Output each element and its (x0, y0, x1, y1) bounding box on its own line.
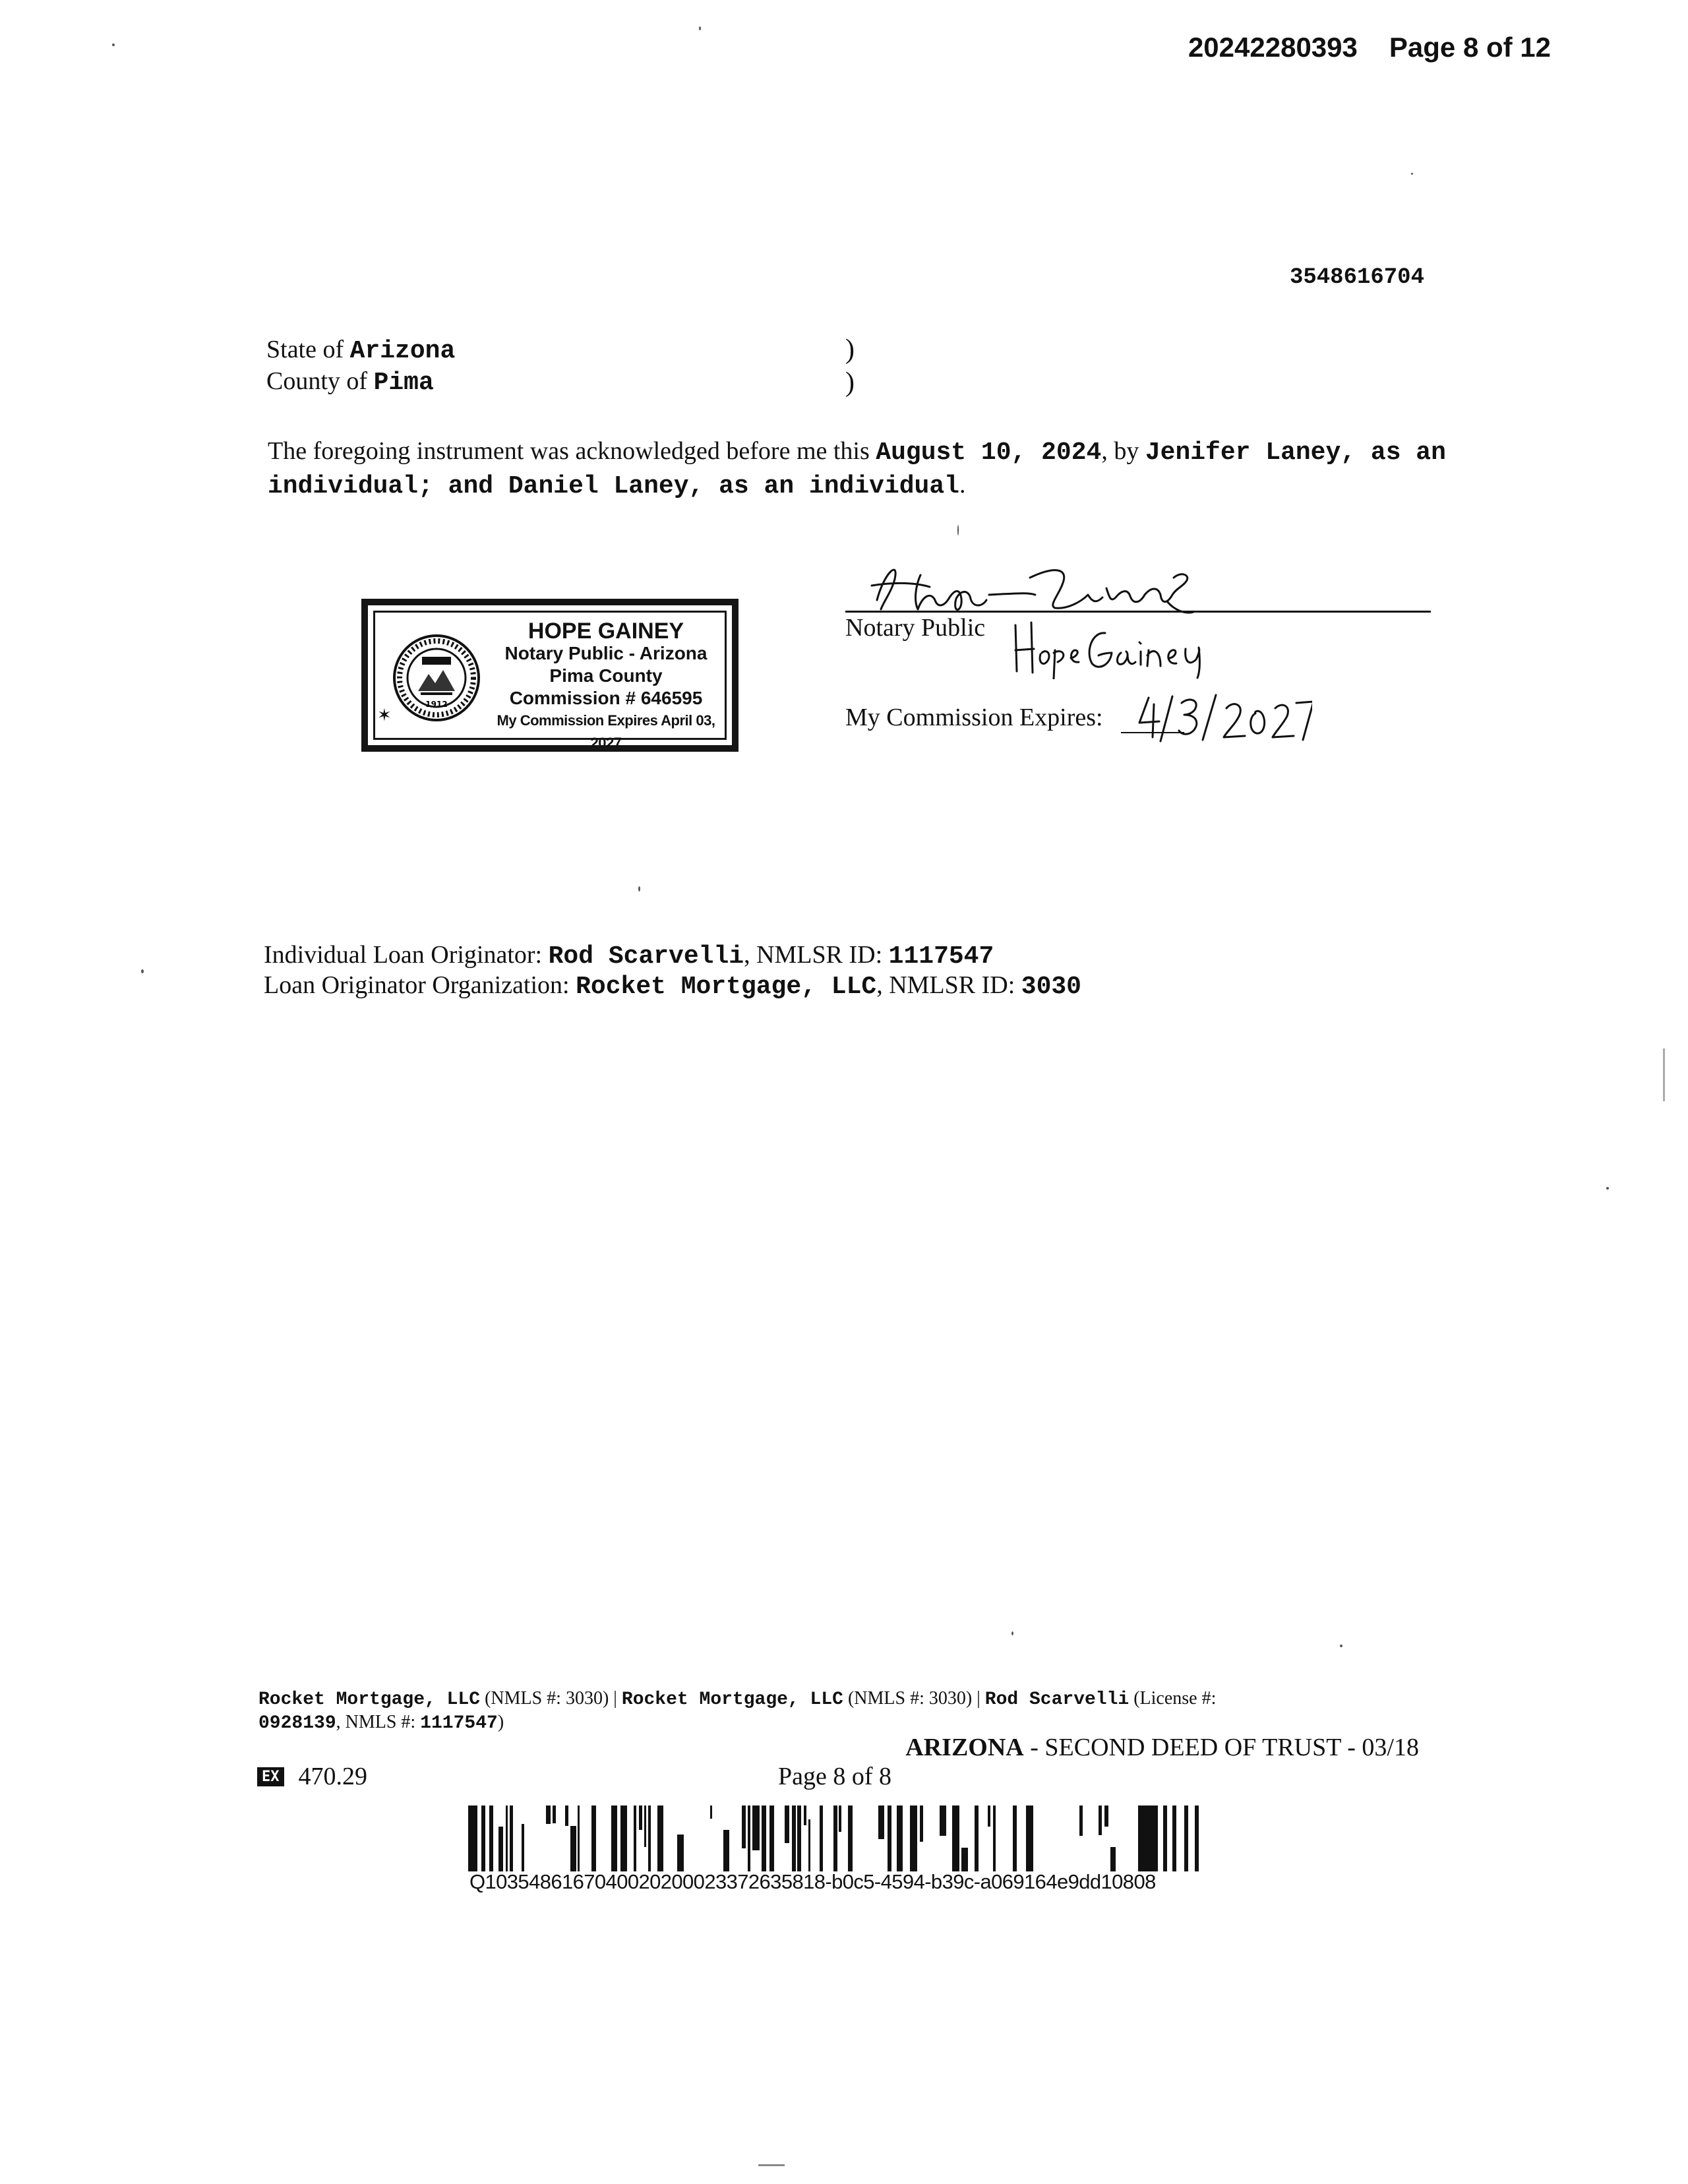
footer-nmls-2: (NMLS #: 3030) | (843, 1688, 985, 1709)
commission-date-handwritten (1134, 691, 1312, 744)
barcode-bar (742, 1805, 746, 1848)
barcode-bar (1026, 1805, 1033, 1871)
barcode-bar (677, 1835, 684, 1871)
barcode-bar (988, 1805, 990, 1827)
barcode-bar (639, 1805, 642, 1830)
barcode-bar (481, 1805, 485, 1871)
barcode-bar (710, 1805, 712, 1819)
barcode-bar (723, 1830, 729, 1871)
barcode-bar (797, 1805, 801, 1871)
scan-speck (957, 525, 959, 535)
footer-originator-line-1 (258, 1688, 1216, 1710)
barcode-bar (878, 1805, 884, 1839)
footer-originator: Rod Scarvelli (984, 1689, 1130, 1710)
loan-number: 3548616704 (1289, 265, 1424, 290)
barcode-bar (848, 1805, 853, 1871)
acknowledgment-end: . (959, 471, 966, 499)
ex-number: 470.29 (298, 1763, 367, 1790)
seal-year: 1912 (425, 700, 448, 709)
scan-speck (638, 886, 640, 892)
barcode-bar (489, 1805, 493, 1871)
individual-nmls-label: , NMLSR ID: (744, 941, 889, 969)
barcode-bar (1079, 1805, 1083, 1836)
star-icon: ✶ (377, 706, 392, 725)
venue-county-prefix: County of (266, 367, 374, 395)
deed-title (905, 1733, 1419, 1762)
individual-nmls-id: 1117547 (888, 942, 994, 971)
scan-speck (699, 26, 701, 30)
footer-nmls-label: , NMLS #: (336, 1712, 421, 1732)
document-barcode (468, 1805, 1204, 1871)
individual-originator-line (264, 940, 994, 971)
commission-expires-label: My Commission Expires: (845, 704, 1103, 731)
org-nmls-id: 3030 (1021, 973, 1081, 1001)
barcode-bar (1195, 1805, 1199, 1871)
acknowledgment-by: , by (1101, 437, 1145, 465)
barcode-bar (1172, 1805, 1176, 1871)
stamp-county: Pima County (549, 665, 663, 686)
barcode-bar (993, 1805, 996, 1871)
barcode-bar (506, 1805, 508, 1871)
notary-printed-name (1008, 613, 1219, 679)
barcode-bar (657, 1805, 663, 1871)
scan-speck (1011, 1631, 1013, 1635)
barcode-bar (634, 1805, 636, 1871)
barcode-bar (762, 1805, 766, 1871)
individual-originator-label: Individual Loan Originator: (264, 941, 549, 969)
footer-company-2: Rocket Mortgage, LLC (621, 1689, 843, 1710)
barcode-bar (565, 1805, 568, 1826)
footer-company-1: Rocket Mortgage, LLC (258, 1689, 481, 1710)
barcode-bar (839, 1805, 841, 1832)
barcode-bar (468, 1805, 477, 1871)
footer-nmls-number: 1117547 (420, 1713, 498, 1734)
barcode-bar (611, 1805, 617, 1871)
stamp-notary-name: HOPE GAINEY (528, 619, 684, 644)
acknowledgment-date: August 10, 2024 (876, 439, 1102, 467)
venue-paren-2: ) (845, 367, 855, 398)
barcode-bar (1184, 1805, 1188, 1871)
barcode-bar (910, 1805, 917, 1871)
originator-organization-line (264, 971, 1081, 1001)
stamp-commission-number: Commission # 646595 (509, 688, 703, 708)
footer-nmls-1: (NMLS #: 3030) | (480, 1688, 622, 1709)
deed-title-text: - SECOND DEED OF TRUST - 03/18 (1023, 1734, 1419, 1761)
venue-state: Arizona (349, 337, 456, 365)
barcode-bar (591, 1805, 596, 1871)
barcode-bar (920, 1805, 923, 1842)
recording-page-indicator: Page 8 of 12 (1389, 32, 1551, 63)
barcode-bar (553, 1805, 556, 1823)
barcode-bar (578, 1805, 580, 1871)
recording-number: 20242280393 (1188, 32, 1358, 63)
ex-icon: EX (257, 1767, 284, 1786)
state-seal-icon (392, 633, 481, 723)
footer-close: ) (497, 1712, 504, 1732)
footer-originator-line-2 (258, 1712, 504, 1734)
barcode-bar (570, 1826, 576, 1871)
scan-speck (112, 44, 115, 46)
barcode-bar (620, 1805, 627, 1871)
venue-county-line (266, 367, 434, 397)
barcode-bar (1138, 1805, 1158, 1871)
scan-edge-mark (1663, 1048, 1665, 1101)
ex-row (257, 1762, 367, 1791)
barcode-bar (522, 1824, 524, 1871)
barcode-bar (940, 1805, 946, 1836)
deed-state: ARIZONA (905, 1734, 1024, 1761)
barcode-bar (1013, 1805, 1017, 1871)
barcode-bar (785, 1805, 789, 1843)
scan-speck (1340, 1645, 1342, 1647)
stamp-expiration: My Commission Expires April 03, 2027 (497, 712, 715, 751)
barcode-bar (1110, 1847, 1116, 1871)
barcode-bar (792, 1805, 796, 1871)
recording-header (1188, 32, 1551, 63)
barcode-bar (510, 1805, 513, 1871)
barcode-bar (1104, 1805, 1108, 1827)
barcode-bar (752, 1805, 760, 1850)
footer-license-number: 0928139 (258, 1713, 336, 1734)
venue-county: Pima (373, 369, 434, 397)
barcode-text: Q10354861670400202000233726358​18-b0c5-4594-b39c-a069164e9dd10808 (469, 1870, 1156, 1893)
barcode-bar (833, 1805, 837, 1871)
org-originator-label: Loan Originator Organization: (264, 971, 576, 999)
notary-stamp (361, 599, 738, 752)
barcode-bar (748, 1805, 750, 1871)
barcode-bar (498, 1827, 503, 1871)
barcode-bar (952, 1805, 959, 1871)
barcode-bar (961, 1848, 968, 1871)
barcode-bar (975, 1805, 979, 1871)
barcode-bar (808, 1819, 810, 1871)
acknowledgment-lead: The foregoing instrument was acknowledged before me this (268, 437, 876, 465)
barcode-bar (804, 1805, 806, 1825)
scan-speck (1606, 1187, 1609, 1190)
barcode-bar (897, 1805, 903, 1871)
venue-state-line (266, 335, 455, 365)
notary-public-label: Notary Public (845, 614, 986, 642)
acknowledgment-paragraph (268, 435, 1448, 502)
signature-line (845, 611, 1431, 613)
barcode-bar (1163, 1805, 1167, 1871)
acknowledgment-parties: Jenifer Laney, as an individual; and Daniel Laney, as an individual (268, 439, 1446, 501)
org-nmls-label: , NMLSR ID: (876, 971, 1021, 999)
individual-originator-name: Rod Scarvelli (548, 942, 744, 971)
scan-speck (1411, 173, 1413, 175)
page-of-8: Page 8 of 8 (778, 1763, 892, 1790)
venue-paren-1: ) (845, 334, 855, 365)
barcode-bar (648, 1805, 651, 1871)
barcode-bar (820, 1805, 823, 1871)
stamp-text (484, 620, 728, 754)
scan-speck (758, 2164, 785, 2166)
venue-state-prefix: State of (266, 336, 350, 363)
footer-license-label: (License #: (1129, 1688, 1217, 1709)
barcode-bar (769, 1805, 774, 1871)
barcode-bar (644, 1805, 646, 1847)
org-originator-name: Rocket Mortgage, LLC (576, 973, 877, 1001)
barcode-bar (546, 1805, 551, 1824)
scan-speck (141, 969, 144, 973)
barcode-bar (1099, 1805, 1102, 1835)
stamp-notary-title: Notary Public - Arizona (504, 643, 708, 663)
barcode-bar (888, 1805, 891, 1871)
